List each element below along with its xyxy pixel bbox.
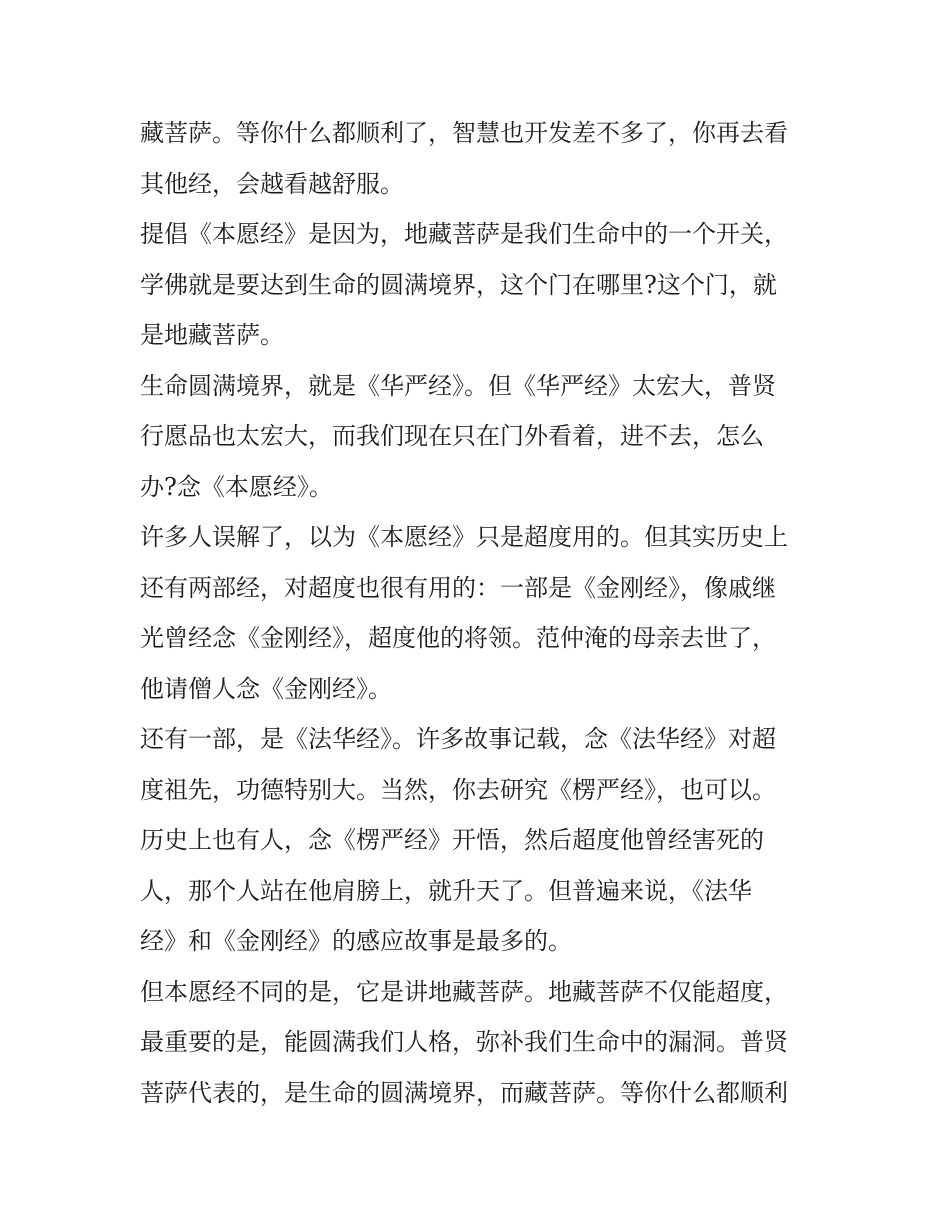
text-line: 人，那个人站在他肩膀上，就升天了。但普遍来说，《法华 [140, 876, 752, 905]
text-line: 提倡《本愿经》是因为，地藏菩萨是我们生命中的一个开关， [140, 220, 788, 248]
text-line: 经》和《金刚经》的感应故事是最多的。 [140, 927, 572, 955]
text-line: 度祖先，功德特别大。当然，你去研究《楞严经》，也可以。 [140, 775, 776, 804]
text-line: 许多人误解了，以为《本愿经》只是超度用的。但其实历史上 [140, 523, 788, 551]
text-line: 行愿品也太宏大，而我们现在只在门外看着，进不去，怎么 [140, 422, 764, 450]
text-line: 其他经，会越看越舒服。 [140, 169, 404, 198]
text-line: 藏菩萨。等你什么都顺利了，智慧也开发差不多了，你再去看 [140, 119, 788, 147]
text-line: 还有一部，是《法华经》。许多故事记载，念《法华经》对超 [140, 725, 776, 753]
text-line: 最重要的是，能圆满我们人格，弥补我们生命中的漏洞。普贤 [140, 1028, 788, 1056]
text-line: 他请僧人念《金刚经》。 [140, 674, 392, 703]
text-line: 还有两部经，对超度也很有用的：一部是《金刚经》，像戚继 [140, 573, 776, 602]
text-line: 光曾经念《金刚经》，超度他的将领。范仲淹的母亲去世了， [140, 624, 776, 652]
text-line: 生命圆满境界，就是《华严经》。但《华严经》太宏大，普贤 [140, 371, 776, 400]
text-line: 是地藏菩萨。 [140, 321, 284, 349]
text-line: 办?念《本愿经》。 [140, 472, 333, 501]
text-line: 菩萨代表的，是生命的圆满境界，而藏菩萨。等你什么都顺利 [140, 1078, 788, 1107]
body-text [140, 108, 820, 1118]
text-line: 历史上也有人，念《楞严经》开悟，然后超度他曾经害死的 [140, 826, 764, 854]
text-line: 但本愿经不同的是，它是讲地藏菩萨。地藏菩萨不仅能超度， [140, 977, 788, 1006]
text-line: 学佛就是要达到生命的圆满境界，这个门在哪里?这个门，就 [140, 270, 777, 299]
